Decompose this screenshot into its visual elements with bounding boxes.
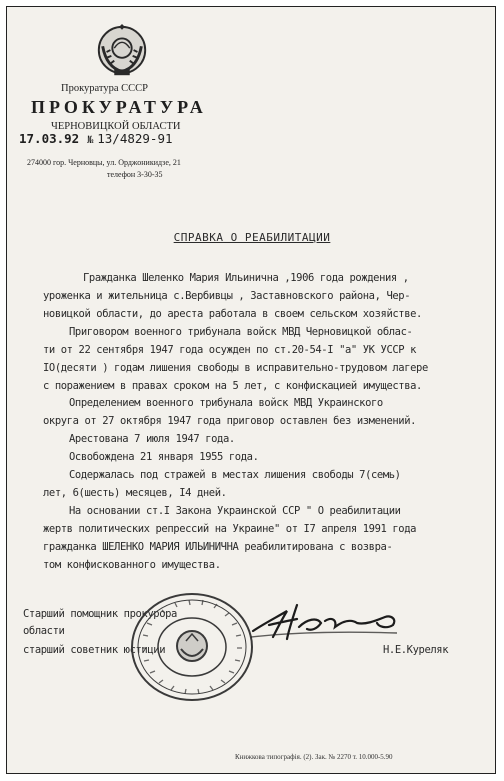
document-date: 17.03.92 [19,131,80,146]
body-line-13: лет, 6(шесть) месяцев, I4 дней. [43,487,227,499]
body-line-14: На основании ст.I Закона Украинской ССР " О реабилитации [69,505,401,517]
signatory-title-line-2: области [23,625,65,637]
document-title: СПРАВКА О РЕАБИЛИТАЦИИ [173,231,331,244]
body-line-16: гражданка ШЕЛЕНКО МАРИЯ ИЛЬИНИЧНА реабилитирована с возвра- [43,541,393,553]
agency-region: ЧЕРНОВИЦКОЙ ОБЛАСТИ [51,121,181,132]
signatory-name: Н.Е.Куреляк [383,644,449,656]
document-number: 13/4829-91 [97,131,173,146]
agency-phone: телефон 3-30-35 [107,170,163,179]
number-label: № [87,135,94,146]
body-line-9: округа от 27 октября 1947 года приговор оставлен без изменений. [43,415,417,427]
body-line-2: уроженка и жительница с.Вербивцы , Заставновского района, Чер- [43,290,411,302]
official-seal-stamp [129,591,255,703]
body-line-6: IO(десяти ) годам лишения свободы в исправительно-трудовом лагере [43,362,428,374]
body-line-11: Освобождена 21 января 1955 года. [69,451,259,463]
body-line-10: Арестована 7 июля 1947 года. [69,433,235,445]
body-line-7: с поражением в правах сроком на 5 лет, с конфискацией имущества. [43,380,422,392]
state-emblem-icon [93,23,151,81]
agency-address: 274000 гор. Черновцы, ул. Орджоникидзе, 21 [27,158,181,167]
body-line-15: жертв политических репрессий на Украине" от I7 апреля 1991 года [43,523,417,535]
signatory-title-line-3: старший советник юстиции [23,644,166,656]
body-line-5: ти от 22 сентября 1947 года осужден по ст.20-54-I "а" УК УССР к [43,344,417,356]
handwritten-signature [247,599,405,645]
agency-name-large: ПРОКУРАТУРА [31,97,207,117]
body-line-12: Содержалась под стражей в местах лишения свободы 7(семь) [69,469,401,481]
signatory-title-line-1: Старший помощник прокурора [23,608,177,620]
document-sheet [6,6,496,774]
body-line-1: Гражданка Шеленко Мария Ильинична ,1906 года рождения , [83,272,409,284]
printer-imprint: Книжкова типографія. (2). Зак. № 2270 т. 10.000-5.90 [235,753,393,761]
document-reference [19,131,173,146]
agency-name-small: Прокуратура СССР [61,83,149,94]
body-line-17: том конфискованного имущества. [43,559,221,571]
body-line-3: новицкой области, до ареста работала в своем сельском хозяйстве. [43,308,422,320]
body-line-8: Определением военного трибунала войск МВД Украинского [69,397,383,409]
body-line-4: Приговором военного трибунала войск МВД Черновицкой облас- [69,326,413,338]
